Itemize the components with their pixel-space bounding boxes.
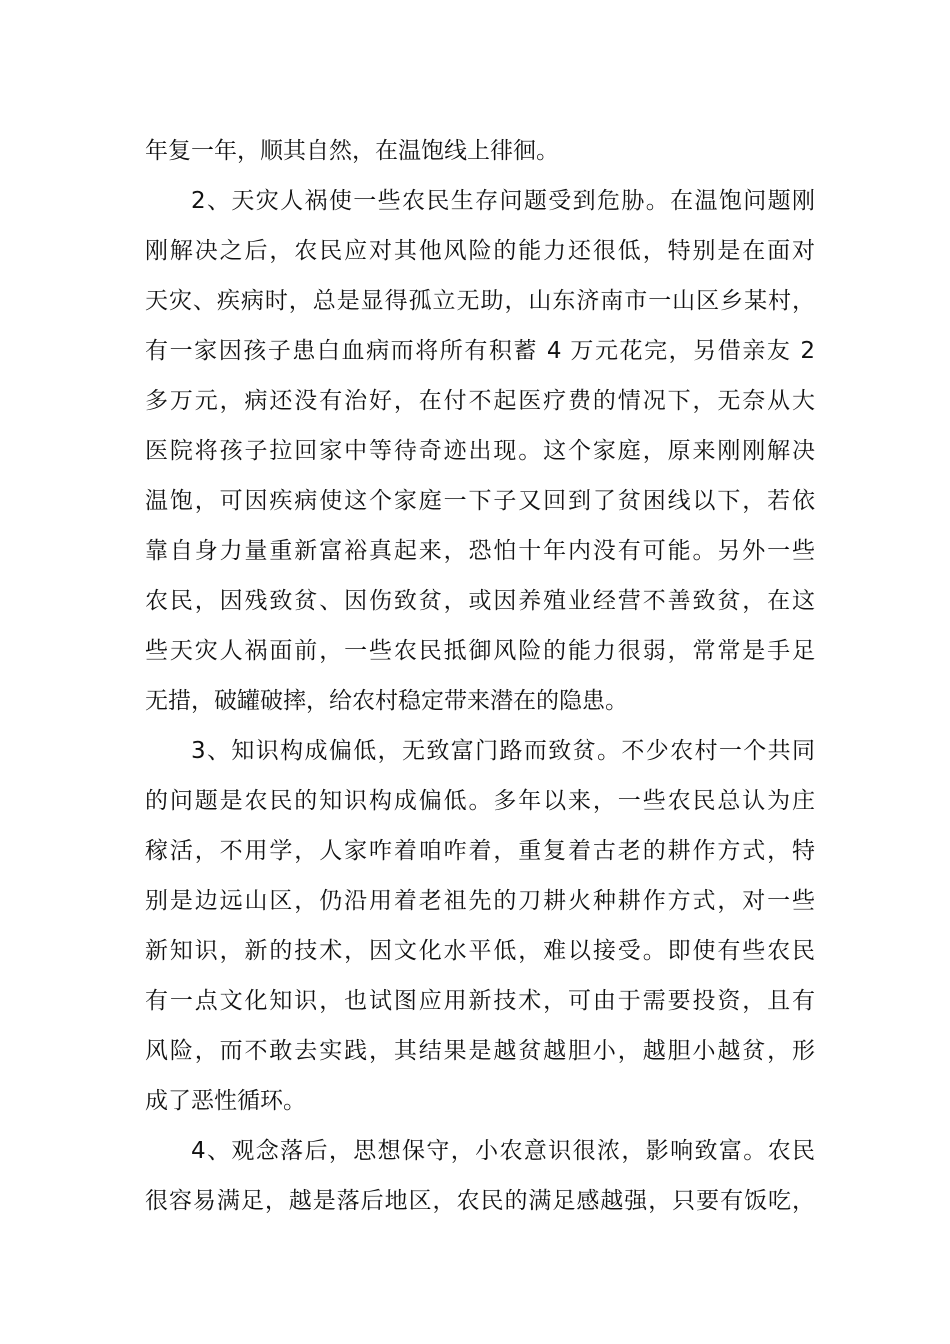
paragraph-line-13: 3、知识构成偏低，无致富门路而致贫。不少农村一个共同 bbox=[191, 738, 815, 764]
paragraph-line-1: 年复一年，顺其自然，在温饱线上徘徊。 bbox=[145, 138, 559, 164]
paragraph-line-21: 4、观念落后，思想保守，小农意识很浓，影响致富。农民 bbox=[191, 1138, 815, 1164]
paragraph-line-6: 多万元，病还没有治好，在付不起医疗费的情况下，无奈从大 bbox=[145, 388, 815, 414]
paragraph-line-9: 靠自身力量重新富裕真起来，恐怕十年内没有可能。另外一些 bbox=[145, 538, 815, 564]
paragraph-line-18: 有一点文化知识，也试图应用新技术，可由于需要投资，且有 bbox=[145, 988, 815, 1014]
paragraph-line-11: 些天灾人祸面前，一些农民抵御风险的能力很弱，常常是手足 bbox=[145, 638, 815, 664]
paragraph-line-5: 有一家因孩子患白血病而将所有积蓄 4 万元花完，另借亲友 2 bbox=[145, 338, 815, 364]
paragraph-line-16: 别是边远山区，仍沿用着老祖先的刀耕火种耕作方式，对一些 bbox=[145, 888, 815, 914]
paragraph-line-20: 成了恶性循环。 bbox=[145, 1088, 306, 1114]
paragraph-line-10: 农民，因残致贫、因伤致贫，或因养殖业经营不善致贫，在这 bbox=[145, 588, 815, 614]
paragraph-line-15: 稼活，不用学，人家咋着咱咋着，重复着古老的耕作方式，特 bbox=[145, 838, 815, 864]
paragraph-line-14: 的问题是农民的知识构成偏低。多年以来，一些农民总认为庄 bbox=[145, 788, 815, 814]
paragraph-line-19: 风险，而不敢去实践，其结果是越贫越胆小，越胆小越贫，形 bbox=[145, 1038, 815, 1064]
paragraph-line-2: 2、天灾人祸使一些农民生存问题受到危胁。在温饱问题刚 bbox=[191, 188, 815, 214]
paragraph-line-12: 无措，破罐破摔，给农村稳定带来潜在的隐患。 bbox=[145, 688, 628, 714]
paragraph-line-17: 新知识，新的技术，因文化水平低，难以接受。即使有些农民 bbox=[145, 938, 815, 964]
paragraph-line-8: 温饱，可因疾病使这个家庭一下子又回到了贫困线以下，若依 bbox=[145, 488, 815, 514]
paragraph-line-22: 很容易满足，越是落后地区，农民的满足感越强，只要有饭吃， bbox=[145, 1188, 815, 1214]
paragraph-line-4: 天灾、疾病时，总是显得孤立无助，山东济南市一山区乡某村， bbox=[145, 288, 815, 314]
paragraph-line-7: 医院将孩子拉回家中等待奇迹出现。这个家庭，原来刚刚解决 bbox=[145, 438, 815, 464]
paragraph-line-3: 刚解决之后，农民应对其他风险的能力还很低，特别是在面对 bbox=[145, 238, 815, 264]
